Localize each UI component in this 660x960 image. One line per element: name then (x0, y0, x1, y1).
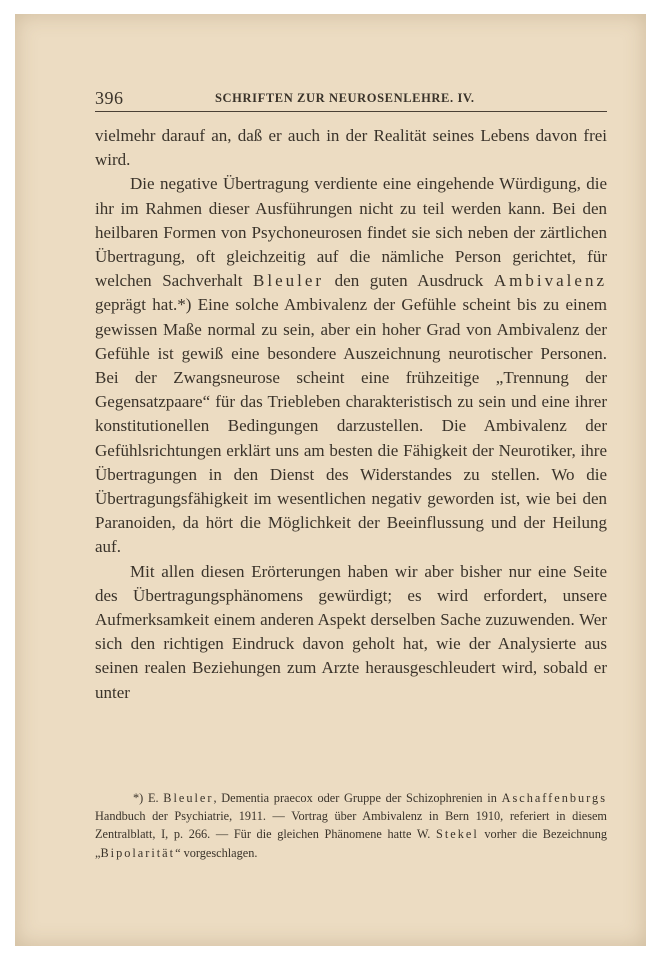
footnote-part-d: vorher die Bezeichnung „ (95, 827, 607, 860)
running-title: SCHRIFTEN ZUR NEUROSENLEHRE. IV. (215, 91, 475, 105)
footnote-name-bleuler: Bleuler (163, 791, 214, 805)
footnote-term-bipolaritaet: Bipolarität (100, 845, 176, 860)
paragraph-2 (95, 172, 607, 559)
header-rule (95, 111, 607, 112)
footnote-part-b: , Dementia praecox oder Gruppe der Schizophrenien in (213, 791, 502, 805)
paragraph-1: vielmehr darauf an, daß er auch in der Realität seines Lebens davon frei wird. (95, 126, 607, 170)
page-number: 396 (95, 88, 124, 108)
paragraph-3: Mit allen diesen Erörterungen haben wir aber bisher nur eine Seite des Übertragungsphänomens gewürdigt; es wird erfordert, unsere Aufmerksamkeit einem anderen Aspekt derselben Sache zuzuwenden. Wer sich den richtigen Eindruck davon geholt hat, wie der Analysierte aus seinen realen Beziehungen zum Arzte herausgeschleudert wird, sobald er unter (95, 561, 607, 702)
author-name-bleuler: Bleuler (253, 271, 325, 291)
paragraph-2-part-b: den guten Ausdruck (324, 271, 494, 291)
term-ambivalenz: Ambivalenz (493, 271, 607, 291)
footnote-name-stekel: Stekel (436, 827, 479, 842)
footnote-part-e: “ vorgeschlagen. (175, 845, 258, 860)
footnote-name-aschaffenburgs: Aschaffenburgs (501, 791, 607, 805)
footnote (95, 789, 607, 862)
body-text (95, 124, 607, 705)
paragraph-2-part-c: geprägt hat.*) Eine solche Ambivalenz der Gefühle scheint bis zu einem gewissen Maße normal zu sein, aber ein hoher Grad von Ambivalenz der Gefühle ist gewiß eine besondere Auszeichnung neurotischer Personen. Bei der Zwangsneurose scheint eine frühzeitige „Trennung der Gegensatzpaare“ für das Triebleben charakteristisch zu sein und eine ihrer konstitutionellen Bedingungen darzustellen. Die Ambivalenz der Gefühlsrichtungen erklärt uns am besten die Fähigkeit der Neurotiker, ihre Übertragungen in den Dienst des Widerstandes zu stellen. Wo die Übertragungsfähigkeit im wesentlichen negativ geworden ist, wie bei den Paranoiden, da hört die Möglichkeit der Beeinflussung und der Heilung auf. (95, 295, 607, 557)
footnote-part-a: *) E. (133, 791, 164, 805)
footnote-text (95, 789, 607, 862)
paragraph-2-part-a: Die negative Übertragung verdiente eine eingehende Würdigung, die ihr im Rahmen dieser Ausführungen nicht zu teil werden kann. Bei den heilbaren Formen von Psychoneurosen findet sie sich neben der zärtlichen Übertragung, oft gleichzeitig auf die nämliche Person gerichtet, für welchen Sachverhalt (95, 174, 607, 291)
footnote-part-c: Handbuch der Psychiatrie, 1911. — Vortrag über Ambivalenz in Bern 1910, referiert in diesem Zentralblatt, I, p. 266. — Für die gleichen Phänomene hatte W. (95, 809, 607, 842)
page-header (95, 88, 607, 110)
